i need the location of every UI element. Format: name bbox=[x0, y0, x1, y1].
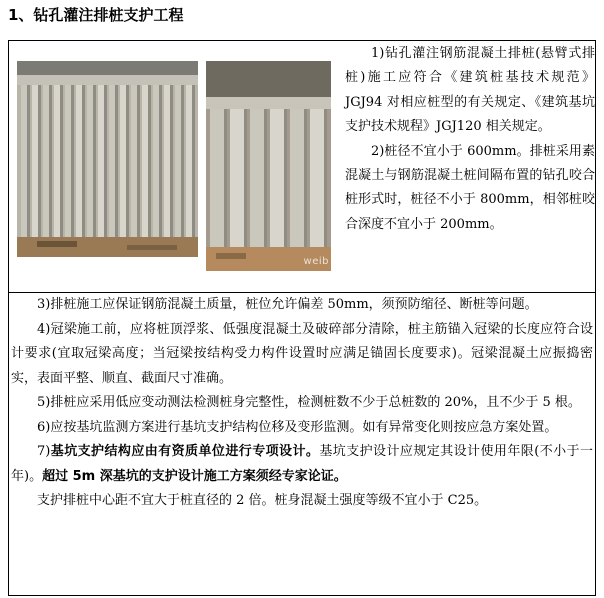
paragraph-3: 3)排桩施工应保证钢筋混凝土质量，桩位允许偏差 50mm，须预防缩径、断桩等问题。 bbox=[37, 297, 538, 312]
photo-watermark: weib bbox=[303, 256, 329, 267]
bottom-text-block bbox=[11, 293, 593, 514]
p7-bold-expert-review: 超过 5m 深基坑的支护设计施工方案须经专家论证。 bbox=[42, 468, 347, 484]
p7-bold-design-requirement: 基坑支护结构应由有资质单位进行专项设计。 bbox=[50, 444, 320, 459]
content-table bbox=[8, 40, 596, 596]
right-text-block bbox=[345, 42, 595, 237]
pile-wall-photo-left bbox=[17, 61, 198, 257]
paragraph-8: 支护排桩中心距不宜大于桩直径的 2 倍。桩身混凝土强度等级不宜小于 C25。 bbox=[37, 493, 488, 508]
paragraph-2: 2)桩径不宜小于 600mm。排桩采用素混凝土与钢筋混凝土桩间隔布置的钻孔咬合桩形式时，桩径不小于 800mm，相邻桩咬合深度不宜小于 200mm。 bbox=[345, 143, 595, 232]
p7-design-life: 基坑支护设计应规定其设计使用年限(不小于一年)。 bbox=[11, 444, 593, 484]
paragraph-6: 6)应按基坑监测方案进行基坑支护结构位移及变形监测。如有异常变化则按应急方案处置。 bbox=[37, 419, 558, 435]
pile-wall-photo-right bbox=[206, 61, 331, 271]
paragraph-5: 5)排桩应采用低应变动测法检测桩身完整性，检测桩数不少于总桩数的 20%，且不少于 5 根。 bbox=[37, 395, 581, 410]
section-heading: 1、钻孔灌注排桩支护工程 bbox=[8, 6, 184, 24]
paragraph-4: 4)冠梁施工前，应将桩顶浮浆、低强度混凝土及破碎部分清除，桩主筋锚入冠梁的长度应符合设计要求(宜取冠梁高度；当冠梁按结构受力构件设置时应满足锚固长度要求)。冠梁混凝土应振捣密实，表面平整、顺直、截面尺寸准确。 bbox=[11, 321, 593, 386]
paragraph-7 bbox=[11, 440, 593, 489]
p7-prefix: 7) bbox=[37, 444, 51, 459]
paragraph-1: 1)钻孔灌注钢筋混凝土排桩(悬臂式排桩)施工应符合《建筑桩基技术规范》JGJ94 对相应桩型的有关规定、《建筑基坑支护技术规程》JGJ120 相关规定。 bbox=[345, 46, 595, 135]
